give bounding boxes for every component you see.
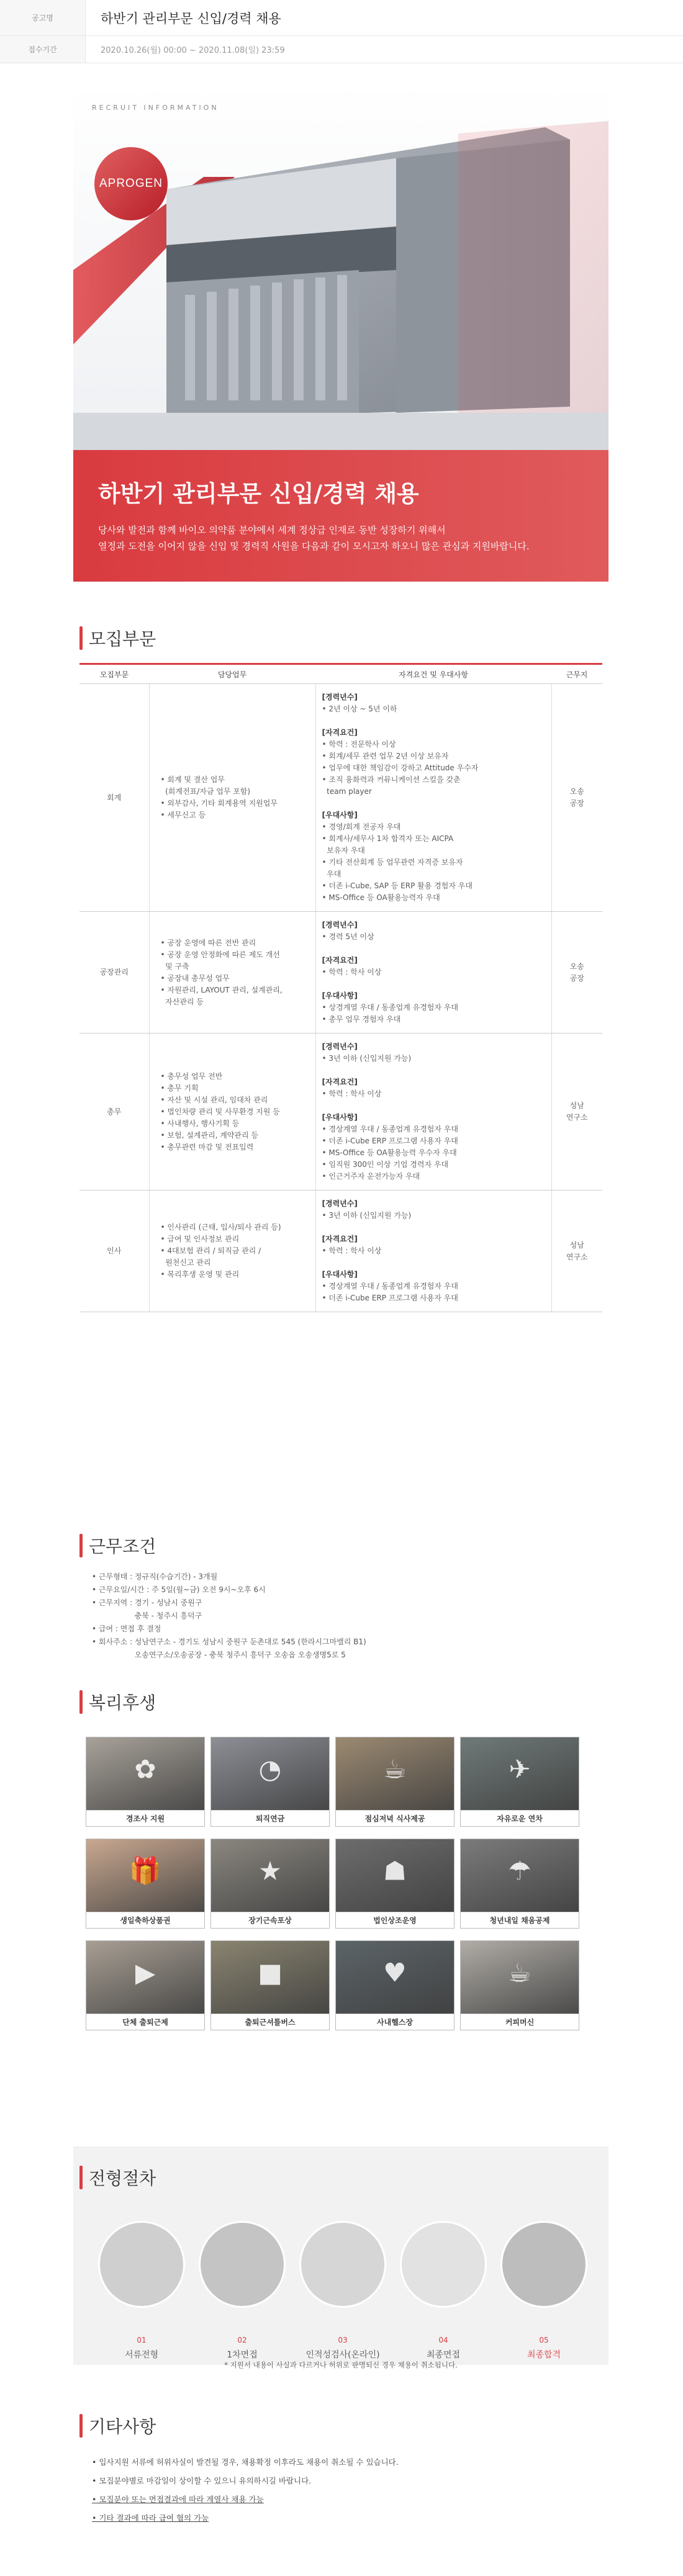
qualification-line [322, 1100, 545, 1112]
qualification-line: • 총무 업무 경험자 우대 [322, 1015, 401, 1024]
duty-line: • 총무관련 마감 및 전표입력 [160, 1142, 254, 1151]
qualification-line: • 조직 융화력과 커뮤니케이션 스킬을 갖춘 [322, 775, 461, 784]
qualification-line: • 경영/회계 전공자 우대 [322, 822, 401, 831]
work-section-title: 근무조건 [79, 1533, 366, 1558]
duty-line: • 급여 및 인사정보 관리 [160, 1235, 240, 1243]
duty-line: • 총무 기획 [160, 1083, 199, 1092]
location-line: 오송 [569, 961, 584, 971]
benefit-photo-icon: ☗ [383, 1855, 407, 1886]
notice-title-label: 공고명 [0, 0, 86, 35]
benefit-tile [86, 1839, 205, 1929]
benefit-label: 사내헬스장 [336, 2014, 454, 2030]
qualification-line: [경력년수] [322, 1042, 358, 1051]
process-step-image [98, 2221, 185, 2308]
job-field: 인사 [79, 1191, 149, 1312]
duty-line: 및 구축 [160, 961, 189, 971]
application-period: 2020.10.26(월) 00:00 ~ 2020.11.08(일) 23:59 [101, 46, 285, 55]
process-section [73, 2146, 608, 2365]
benefit-label: 장기근속포상 [211, 1912, 329, 1928]
qualification-line: team player [322, 787, 372, 796]
job-duties [149, 1191, 315, 1312]
qualification-line: • 기타 전산회계 등 업무관련 자격증 보유자 [322, 858, 463, 867]
etc-item: • 모집분야 또는 면접결과에 따라 계열사 채용 가능 [92, 2495, 264, 2504]
etc-item: • 모집분야별로 마감일이 상이할 수 있으니 유의하시길 바랍니다. [92, 2476, 312, 2485]
process-step-number: 05 [539, 2336, 549, 2344]
qualification-line: [우대사항] [322, 1113, 358, 1122]
benefit-tile [210, 1839, 330, 1929]
benefit-label: 단체 출퇴근제 [86, 2014, 204, 2030]
qualification-line: • 상경계열 우대 / 동종업계 유경험자 우대 [322, 1003, 458, 1012]
col-duties: 담당업무 [149, 664, 315, 684]
qualification-line: [자격요건] [322, 956, 358, 965]
headline: 하반기 관리부문 신입/경력 채용 [98, 480, 419, 507]
benefit-photo-icon: ✈ [509, 1754, 531, 1785]
benefit-label: 경조사 지원 [86, 1810, 204, 1826]
benefit-label: 퇴직연금 [211, 1810, 329, 1826]
qualification-line [322, 1257, 545, 1269]
work-condition-item: 충북 - 청주시 흥덕구 [92, 1611, 202, 1620]
process-step [98, 2336, 185, 2361]
notice-title-row [0, 0, 683, 36]
job-qualifications [315, 1034, 551, 1191]
process-step [400, 2336, 487, 2361]
process-step [199, 2336, 286, 2361]
benefit-tile [460, 1737, 579, 1827]
table-row [79, 912, 602, 1034]
qualification-line [322, 798, 545, 809]
job-field: 총무 [79, 1034, 149, 1191]
qualification-line: [우대사항] [322, 811, 358, 819]
job-field: 공장관리 [79, 912, 149, 1034]
process-step-number: 01 [137, 2336, 147, 2344]
recruit-information-label: RECRUIT INFORMATION [92, 104, 219, 112]
qualification-line: • MS-Office 등 OA활용능력 우수자 우대 [322, 1148, 457, 1157]
headline-band [73, 450, 608, 582]
process-step-image [400, 2221, 487, 2308]
qualification-line [322, 943, 545, 955]
qualification-line: [자격요건] [322, 1235, 358, 1243]
duty-line: • 4대보험 관리 / 퇴직금 관리 / [160, 1246, 261, 1255]
process-step-number: 03 [338, 2336, 348, 2344]
qualification-line: • 회계/세무 관련 업무 2년 이상 보유자 [322, 752, 449, 760]
duty-line: 원천신고 관리 [160, 1258, 211, 1267]
qualification-line: [자격요건] [322, 1078, 358, 1086]
benefit-label: 법인상조운영 [336, 1912, 454, 1928]
job-location [551, 912, 602, 1034]
job-location [551, 684, 602, 912]
qualification-line: • 학력 : 학사 이상 [322, 968, 382, 976]
location-line: 연구소 [566, 1252, 588, 1261]
work-section [79, 1533, 366, 1662]
work-condition-item: • 근무요일/시간 : 주 5일(월~금) 오전 9시~오후 6시 [92, 1585, 266, 1594]
work-condition-item: • 근무형태 : 정규직(수습기간) - 3개월 [92, 1572, 218, 1581]
location-line: 연구소 [566, 1113, 588, 1122]
benefit-photo-icon: 🎁 [129, 1855, 162, 1886]
qualification-line [322, 715, 545, 727]
qualification-line: [경력년수] [322, 921, 358, 929]
benefit-photo-icon: ☂ [508, 1855, 531, 1886]
duty-line: • 자원관리, LAYOUT 관리, 설계관리, [160, 985, 283, 994]
qualification-line: [우대사항] [322, 1270, 358, 1279]
qualification-line [322, 1065, 545, 1076]
qualification-line: [자격요건] [322, 728, 358, 737]
process-step-label: 최종합격 [527, 2350, 561, 2360]
process-step-number: 02 [237, 2336, 247, 2344]
work-condition-item: • 회사주소 : 성남연구소 - 경기도 성남시 중원구 둔촌대로 545 (한라시그마밸리 B1) [92, 1637, 366, 1646]
qualification-line: • 3년 이하 (신입지원 가능) [322, 1054, 412, 1063]
duty-line: • 세무신고 등 [160, 811, 206, 819]
duty-line: • 공장 운영에 따른 전반 관리 [160, 938, 256, 947]
duty-line: • 법인차량 관리 및 사무환경 지원 등 [160, 1107, 280, 1116]
job-qualifications [315, 684, 551, 912]
qualification-line: • 학력 : 전문학사 이상 [322, 740, 396, 749]
job-field: 회계 [79, 684, 149, 912]
qualification-line [322, 978, 545, 990]
duty-line: • 공장내 총무성 업무 [160, 973, 230, 983]
recruit-poster [73, 84, 608, 582]
duty-line: • 복리후생 운영 및 관리 [160, 1270, 240, 1279]
benefit-photo-icon: ▶ [135, 1957, 156, 1988]
qualification-line: • 경상계열 우대 / 동종업계 유경험자 우대 [322, 1125, 458, 1133]
jobs-section-title: 모집부문 [79, 626, 602, 651]
duty-line: • 총무성 업무 전반 [160, 1071, 223, 1081]
qualification-line: • 회계사/세무사 1차 합격자 또는 AICPA [322, 834, 454, 843]
qualification-line: • 경력 5년 이상 [322, 932, 374, 941]
location-line: 오송 [569, 787, 584, 796]
process-note: * 지원서 내용이 사실과 다르거나 허위로 판명되신 경우 채용이 취소됩니다. [224, 2361, 458, 2369]
benefit-tile [335, 1737, 455, 1827]
duty-line: • 자산 및 시설 관리, 임대차 관리 [160, 1095, 268, 1104]
benefit-label: 출퇴근셔틀버스 [211, 2014, 329, 2030]
job-location [551, 1034, 602, 1191]
qualification-line: • 학력 : 학사 이상 [322, 1089, 382, 1098]
process-step-number: 04 [438, 2336, 448, 2344]
duty-line: • 외부감사, 기타 회계용역 지원업무 [160, 799, 278, 808]
hero-image [73, 84, 608, 450]
table-row [79, 1191, 602, 1312]
location-line: 성남 [569, 1240, 584, 1250]
benefit-tile [335, 1940, 455, 2030]
process-step-image [199, 2221, 286, 2308]
benefit-photo-icon: ✿ [134, 1754, 156, 1785]
jobs-table [79, 663, 602, 1312]
qualification-line: 보유자 우대 [322, 846, 365, 855]
job-duties [149, 912, 315, 1034]
job-qualifications [315, 1191, 551, 1312]
benefits-section-title: 복리후생 [79, 1690, 156, 1714]
qualification-line: • MS-Office 등 OA활용능력자 우대 [322, 893, 440, 902]
benefits-section [79, 1690, 156, 1714]
col-location: 근무지 [551, 664, 602, 684]
benefit-photo-icon: ♥ [383, 1957, 407, 1988]
benefits-grid [86, 1737, 595, 2030]
work-conditions [79, 1570, 366, 1662]
etc-section-title: 기타사항 [79, 2413, 399, 2438]
building-illustration [73, 84, 608, 450]
qualification-line: • 2년 이상 ~ 5년 이하 [322, 705, 397, 713]
qualification-line: • 더존 i-Cube ERP 프로그램 사용자 우대 [322, 1294, 458, 1302]
benefit-photo-icon: ☕ [383, 1754, 407, 1785]
duty-line: • 인사관리 (근태, 입사/퇴사 관리 등) [160, 1223, 281, 1232]
process-step-label: 최종면접 [426, 2350, 461, 2360]
benefit-tile [86, 1940, 205, 2030]
qualification-line: 우대 [322, 870, 341, 878]
qualification-line: [우대사항] [322, 991, 358, 1000]
qualification-line: [경력년수] [322, 1199, 358, 1208]
col-field: 모집부문 [79, 664, 149, 684]
col-qualifications: 자격요건 및 우대사항 [315, 664, 551, 684]
duty-line: • 회계 및 결산 업무 [160, 775, 225, 784]
location-line: 공장 [569, 973, 584, 983]
process-step-label: 1차면접 [227, 2350, 258, 2360]
process-step-image [500, 2221, 587, 2308]
etc-item: • 기타 결과에 따라 급여 협의 가능 [92, 2513, 209, 2523]
work-condition-item: 오송연구소/오송공장 - 충북 청주시 흥덕구 오송읍 오송생명5로 5 [92, 1651, 346, 1659]
benefit-photo-icon: ◔ [258, 1754, 282, 1785]
qualification-line: • 더존 i-Cube ERP 프로그램 사용자 우대 [322, 1137, 458, 1145]
benefit-photo-icon: ★ [258, 1855, 282, 1886]
benefit-label: 점심저녁 식사제공 [336, 1810, 454, 1826]
table-row [79, 1034, 602, 1191]
benefit-tile [460, 1940, 579, 2030]
benefit-label: 자유로운 연차 [461, 1810, 579, 1826]
duty-line: 자산관리 등 [160, 997, 204, 1006]
job-duties [149, 1034, 315, 1191]
benefit-tile [460, 1839, 579, 1929]
location-line: 성남 [569, 1101, 584, 1110]
process-step [500, 2336, 587, 2361]
benefit-tile [335, 1839, 455, 1929]
benefit-photo-icon: ■ [258, 1957, 283, 1988]
qualification-line: • 경상계열 우대 / 동종업계 유경험자 우대 [322, 1282, 458, 1290]
application-period-row [0, 36, 683, 63]
headline-desc-2: 열정과 도전을 이어지 않을 신입 및 경력직 사원을 다음과 같이 모시고자 하오니 많은 관심과 지원바랍니다. [98, 541, 530, 552]
benefit-tile [210, 1737, 330, 1827]
job-location [551, 1191, 602, 1312]
qualification-line: • 더존 i-Cube, SAP 등 ERP 활용 경험자 우대 [322, 881, 473, 890]
etc-list [79, 2453, 399, 2528]
benefit-label: 커피머신 [461, 2014, 579, 2030]
duty-line: (회계전표/자금 업무 포함) [160, 787, 251, 796]
work-condition-item: • 근무지역 : 경기 - 성남시 중원구 [92, 1598, 202, 1607]
job-qualifications [315, 912, 551, 1034]
process-step-label: 인적성검사(온라인) [305, 2350, 380, 2360]
etc-item: • 입사지원 서류에 허위사실이 발견될 경우, 채용확정 이후라도 채용이 취소될 수 있습니다. [92, 2457, 399, 2467]
location-line: 공장 [569, 799, 584, 808]
qualification-line: • 학력 : 학사 이상 [322, 1246, 382, 1255]
table-row [79, 684, 602, 912]
etc-section [79, 2413, 399, 2528]
qualification-line: • 인근거주자 운전가능자 우대 [322, 1172, 420, 1181]
process-step-label: 서류전형 [124, 2350, 159, 2360]
duty-line: • 사내행사, 행사기획 등 [160, 1119, 240, 1128]
headline-desc-1: 당사와 발전과 함께 바이오 의약품 분야에서 세계 정상급 인재로 동반 성장하기 위해서 [98, 525, 446, 536]
job-duties [149, 684, 315, 912]
duty-line: • 보험, 설계관리, 계약관리 등 [160, 1130, 258, 1140]
benefit-label: 생일축하상품권 [86, 1912, 204, 1928]
qualification-line [322, 1222, 545, 1233]
process-section-title: 전형절차 [79, 2165, 156, 2190]
qualification-line: • 임직원 300인 이상 기업 경력자 우대 [322, 1160, 449, 1169]
application-period-label: 접수기간 [0, 36, 86, 63]
process-step-image [299, 2221, 386, 2308]
benefit-photo-icon: ☕ [508, 1957, 531, 1988]
process-step [299, 2336, 386, 2361]
duty-line: • 공장 운영 안정화에 따른 제도 개선 [160, 950, 280, 959]
notice-title: 하반기 관리부문 신입/경력 채용 [101, 11, 281, 26]
benefit-tile [210, 1940, 330, 2030]
benefit-label: 청년내일 채움공제 [461, 1912, 579, 1928]
qualification-line: [경력년수] [322, 693, 358, 701]
jobs-section [79, 626, 602, 1312]
work-condition-item: • 급여 : 면접 후 결정 [92, 1624, 161, 1633]
qualification-line: • 업무에 대한 책임감이 강하고 Attitude 우수자 [322, 763, 479, 772]
company-logo: APROGEN [94, 147, 168, 220]
qualification-line: • 3년 이하 (신입지원 가능) [322, 1211, 412, 1220]
benefit-tile [86, 1737, 205, 1827]
